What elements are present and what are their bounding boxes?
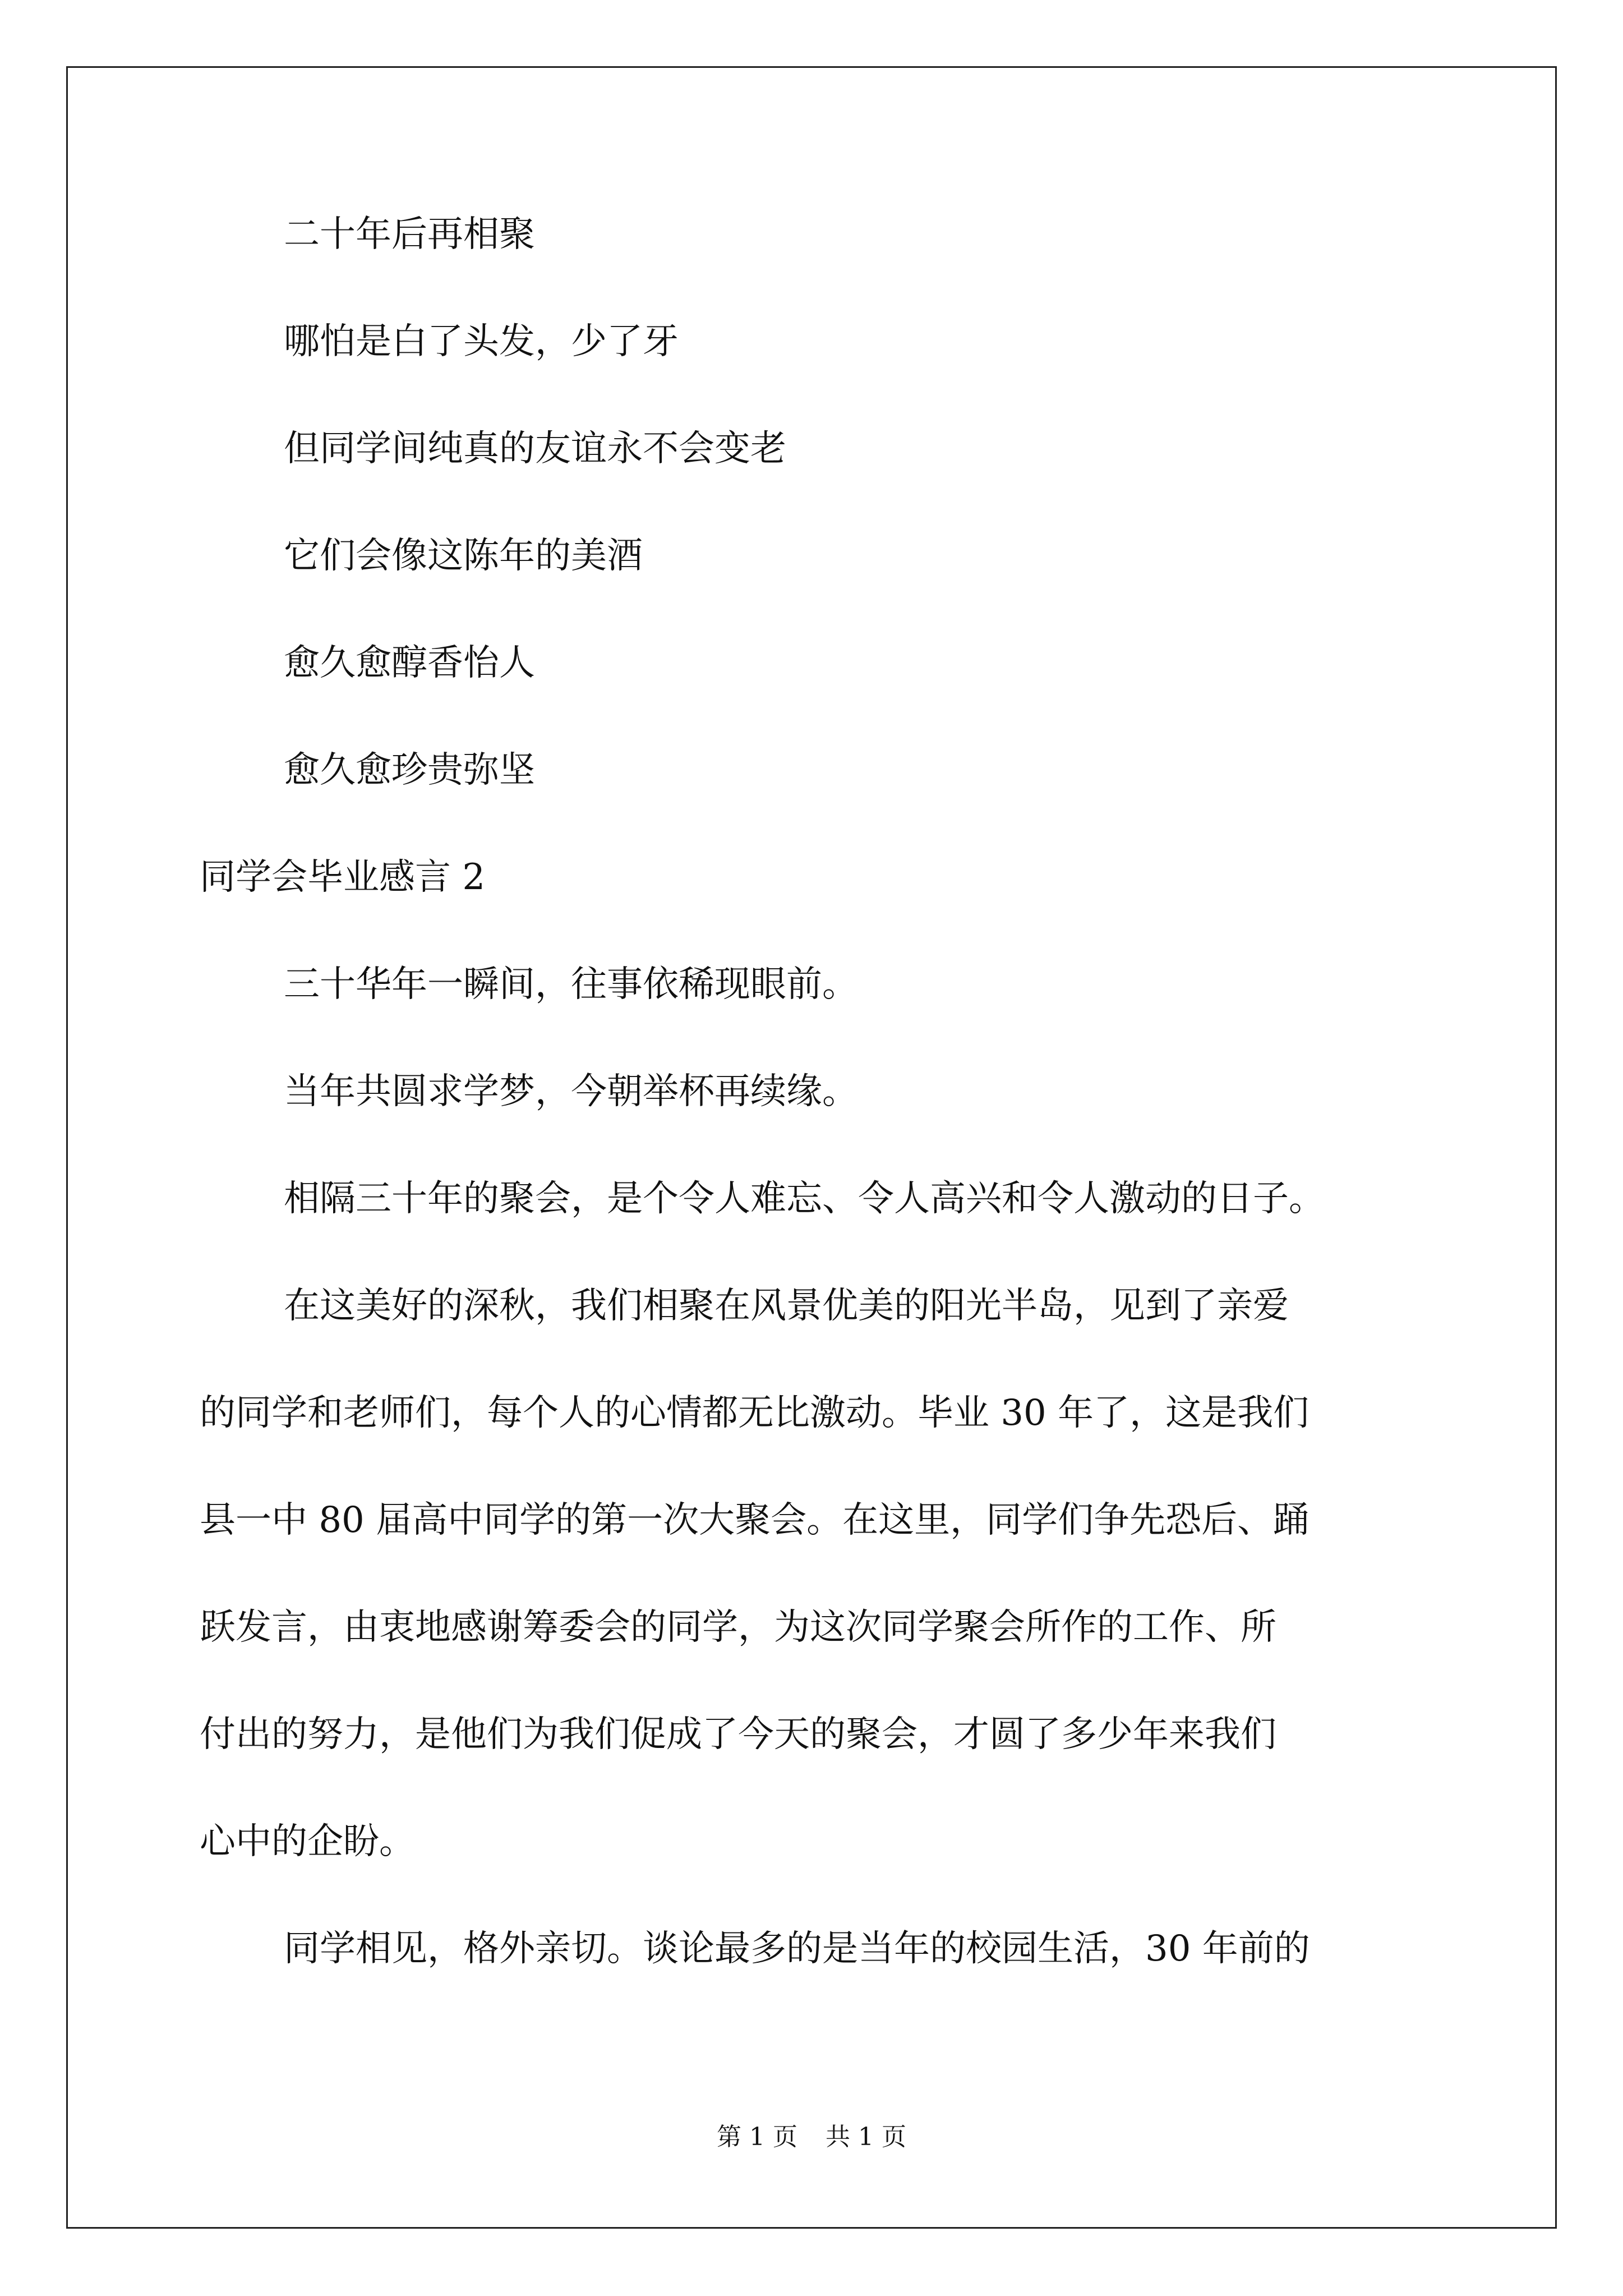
paragraph-line: 心中的企盼。 [200,1821,415,1862]
paragraph-line: 付出的努力，是他们为我们促成了今天的聚会，才圆了多少年来我们 [200,1714,1276,1755]
paragraph-line: 在这美好的深秋，我们相聚在风景优美的阳光半岛，见到了亲爱 [284,1285,1289,1327]
paragraph-line: 同学相见，格外亲切。谈论最多的是当年的校园生活，30 年前的 [284,1928,1310,1970]
paragraph-line: 跃发言，由衷地感谢筹委会的同学，为这次同学聚会所作的工作、所 [200,1607,1276,1648]
poem-line: 愈久愈珍贵弥坚 [284,749,535,791]
page-number-total: 共 1 页 [826,2123,906,2151]
document-body [200,208,1473,2029]
poem-line: 愈久愈醇香怡人 [284,642,535,684]
page-footer [0,2120,1623,2154]
poem-line: 它们会像这陈年的美酒 [284,535,643,577]
page-number-current: 第 1 页 [717,2123,797,2151]
paragraph-line: 县一中 80 届高中同学的第一次大聚会。在这里，同学们争先恐后、踊 [200,1499,1310,1541]
poem-line: 但同学间纯真的友谊永不会变老 [284,428,786,470]
poem-line: 二十年后再相聚 [284,214,535,255]
poem-line: 哪怕是白了头发，少了牙 [284,321,679,362]
paragraph-line: 三十华年一瞬间，往事依稀现眼前。 [284,964,858,1005]
paragraph-line: 相隔三十年的聚会，是个令人难忘、令人高兴和令人激动的日子。 [284,1178,1325,1220]
paragraph-line: 的同学和老师们，每个人的心情都无比激动。毕业 30 年了，这是我们 [200,1392,1310,1434]
section-title: 同学会毕业感言 2 [200,857,486,898]
paragraph-line: 当年共圆求学梦，今朝举杯再续缘。 [284,1071,858,1112]
